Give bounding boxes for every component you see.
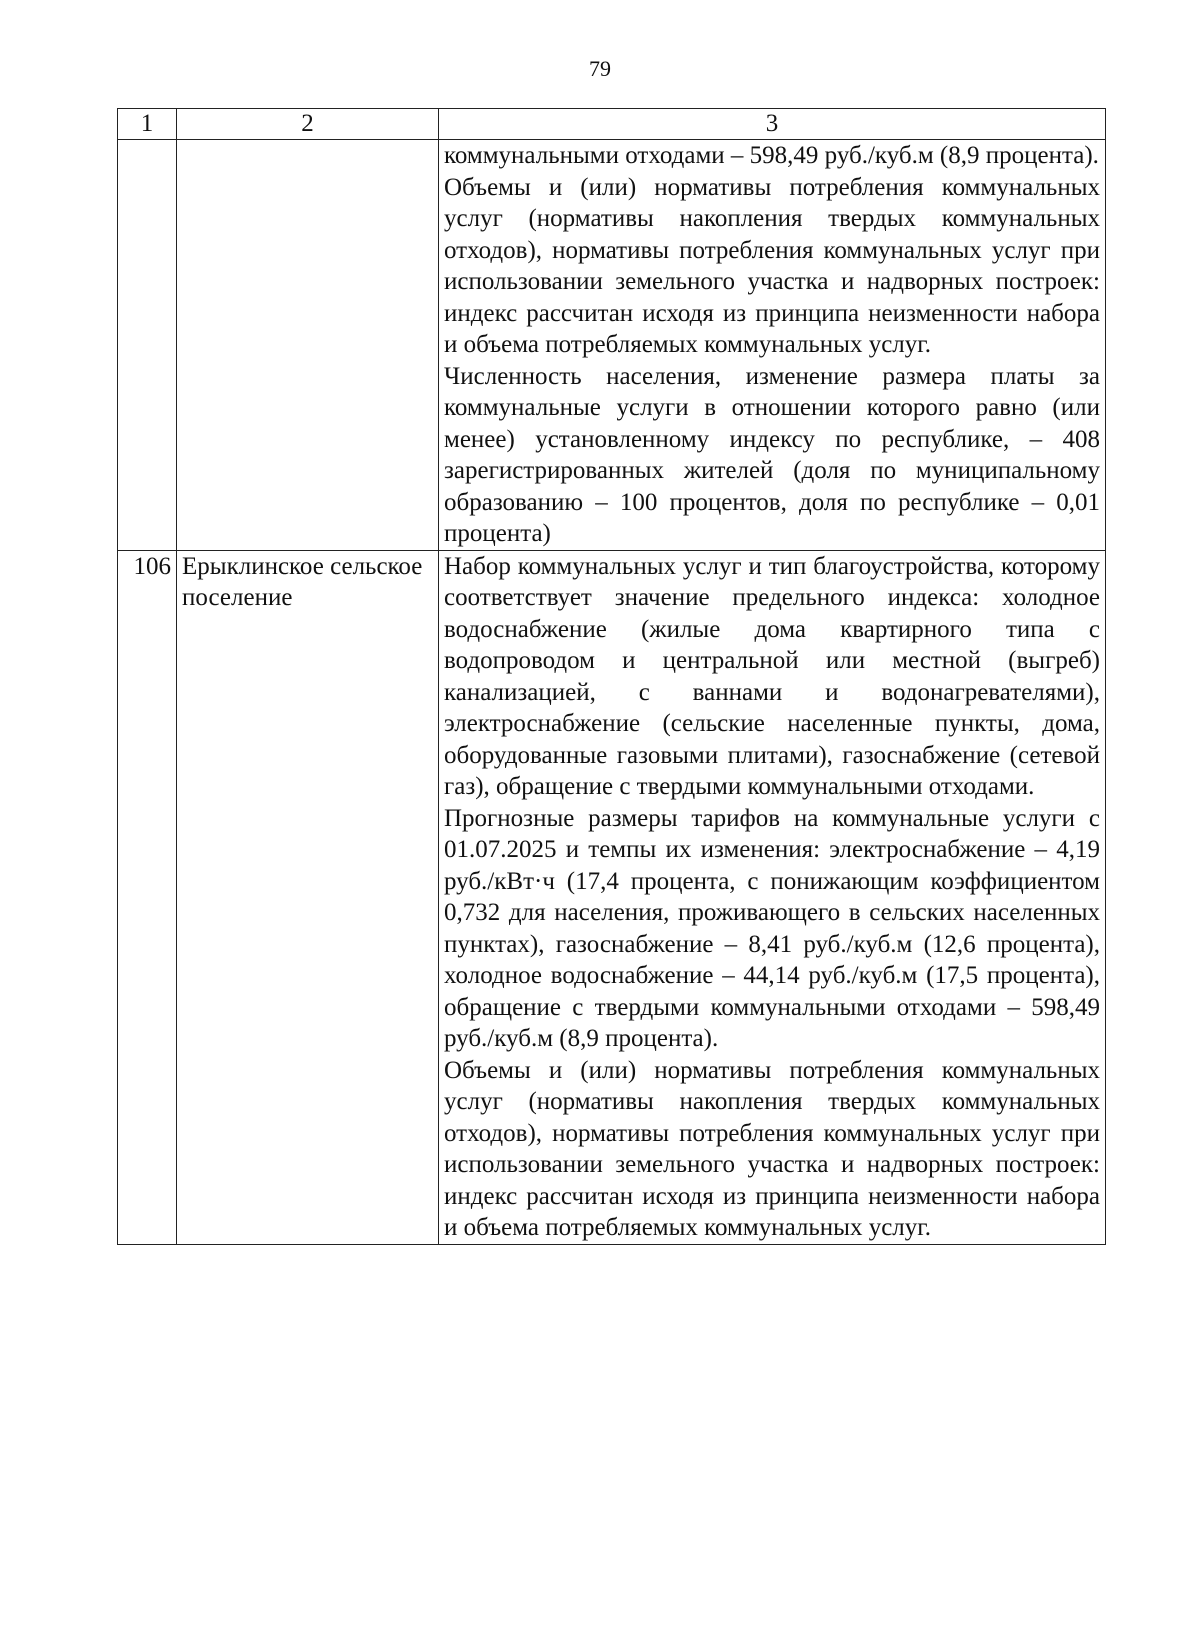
table-row-106 <box>118 550 1106 1244</box>
description-paragraph: Набор коммунальных услуг и тип благоустройства, которому соответствует значение предельного индекса: холодное водоснабжение (жилые дома квартирного типа с водопроводом и центральной или местной (выгреб) канализацией, с ваннами и водонагревателями), электроснабжение (сельские населенные пункты, дома, оборудованные газовыми плитами), газоснабжение (сетевой газ), обращение с твердыми коммунальными отходами. <box>444 552 1100 800</box>
description-paragraph: коммунальными отходами – 598,49 руб./куб.м (8,9 процента). <box>444 142 1099 169</box>
table-header-row <box>118 109 1106 140</box>
description-paragraph: Численность населения, изменение размера платы за коммунальные услуги в отношении которого равно (или менее) установленному индексу по республике, – 408 зарегистрированных жителей (доля по муниципальному образованию – 100 процентов, доля по республике – 0,01 процента) <box>444 362 1100 547</box>
row-number-cell <box>118 140 177 551</box>
settlement-name-cell <box>177 140 439 551</box>
column-header-2: 2 <box>177 109 439 140</box>
page-number: 79 <box>589 56 611 81</box>
description-cell <box>439 140 1106 551</box>
row-number-cell: 106 <box>118 550 177 1244</box>
description-paragraph: Объемы и (или) нормативы потребления коммунальных услуг (нормативы накопления твердых коммунальных отходов), нормативы потребления коммунальных услуг при использовании земельного участка и надворных построек: индекс рассчитан исходя из принципа неизменности набора и объема потребляемых коммунальных услуг. <box>444 173 1100 358</box>
settlement-name-cell: Ерыклинское сельское поселение <box>177 550 439 1244</box>
description-cell <box>439 550 1106 1244</box>
column-header-1: 1 <box>118 109 177 140</box>
document-table <box>117 108 1106 1245</box>
table-row-continued <box>118 140 1106 551</box>
column-header-3: 3 <box>439 109 1106 140</box>
description-paragraph: Объемы и (или) нормативы потребления коммунальных услуг (нормативы накопления твердых коммунальных отходов), нормативы потребления коммунальных услуг при использовании земельного участка и надворных построек: индекс рассчитан исходя из принципа неизменности набора и объема потребляемых коммунальных услуг. <box>444 1056 1100 1241</box>
description-paragraph: Прогнозные размеры тарифов на коммунальные услуги с 01.07.2025 и темпы их изменения: электроснабжение – 4,19 руб./кВт·ч (17,4 процента, с понижающим коэффициентом 0,732 для населения, проживающего в сельских населенных пунктах), газоснабжение – 8,41 руб./куб.м (12,6 процента), холодное водоснабжение – 44,14 руб./куб.м (17,5 процента), обращение с твердыми коммунальными отходами – 598,49 руб./куб.м (8,9 процента). <box>444 804 1100 1052</box>
